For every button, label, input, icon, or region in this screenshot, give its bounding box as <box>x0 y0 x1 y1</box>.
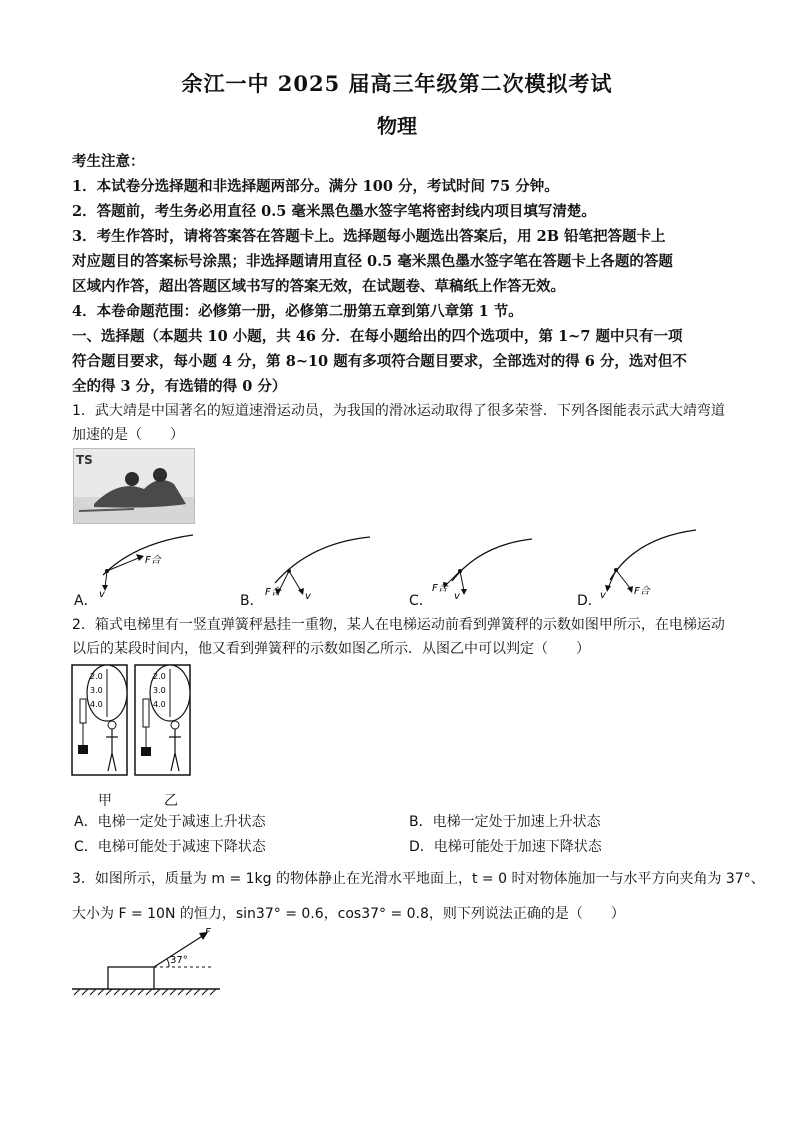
q2-option-b[interactable]: B．电梯一定处于加速上升状态 <box>409 814 601 830</box>
q1-figure-b <box>265 535 395 602</box>
notice-line: 对应题目的答案标号涂黑；非选择题请用直径 0.5 毫米黑色墨水签字笔在答题卡上各题的答题 <box>72 253 673 270</box>
q1-figure-d <box>600 530 730 601</box>
question-1-text: 1．武大靖是中国著名的短道速滑运动员，为我国的滑冰运动取得了很多荣誉．下列各图能表示武大靖弯道 <box>72 403 725 419</box>
exam-title: 余江一中 2025 届高三年级第二次模拟考试 <box>181 71 613 96</box>
q1-figure-c <box>432 537 570 602</box>
scale-tick: 3.0 <box>90 686 103 695</box>
velocity-label: v <box>600 590 606 601</box>
notice-line: 4．本卷命题范围：必修第一册，必修第二册第五章到第八章第 1 节。 <box>72 303 523 320</box>
force-label: F合 <box>634 586 650 597</box>
photo-caption: TS <box>76 453 93 467</box>
spring-scale-figure-yi <box>135 663 195 778</box>
force-label: F合 <box>432 583 448 594</box>
spring-scale-figure-jia <box>72 663 132 778</box>
force-label: F <box>205 927 211 938</box>
scale-tick: 2.0 <box>90 672 103 681</box>
notice-line: 3．考生作答时，请将答案答在答题卡上。选择题每小题选出答案后，用 2B 铅笔把答题卡上 <box>72 228 666 245</box>
question-3-text: 3．如图所示，质量为 m = 1kg 的物体静止在光滑水平地面上，t = 0 时对物体施加一与水平方向夹角为 37°、 <box>72 871 765 887</box>
section-instructions: 全的得 3 分，有选错的得 0 分） <box>72 378 287 395</box>
velocity-label: v <box>99 589 105 600</box>
q1-option-d[interactable]: D． <box>577 593 602 609</box>
scale-tick: 4.0 <box>90 700 103 709</box>
notice-line: 区域内作答，超出答题区域书写的答案无效，在试题卷、草稿纸上作答无效。 <box>72 278 565 295</box>
question-3-text: 大小为 F = 10N 的恒力，sin37° = 0.6，cos37° = 0.8，则下列说法正确的是（ ） <box>72 906 625 922</box>
q2-option-a[interactable]: A．电梯一定处于减速上升状态 <box>74 814 266 830</box>
notice-line: 1．本试卷分选择题和非选择题两部分。满分 100 分，考试时间 75 分钟。 <box>72 178 559 195</box>
q2-option-d[interactable]: D．电梯可能处于加速下降状态 <box>409 839 602 855</box>
exam-subject: 物理 <box>377 114 417 138</box>
question-2-text: 以后的某段时间内，他又看到弹簧秤的示数如图乙所示．从图乙中可以判定（ ） <box>72 641 590 657</box>
velocity-label: v <box>305 591 311 602</box>
angle-label: 37° <box>170 955 188 966</box>
figure-label-jia: 甲 <box>98 793 112 809</box>
force-label: F合 <box>265 587 281 598</box>
skater-photo <box>73 448 195 524</box>
velocity-label: v <box>454 591 460 602</box>
scale-tick: 2.0 <box>153 672 166 681</box>
section-instructions: 符合题目要求，每小题 4 分，第 8~10 题有多项符合题目要求，全部选对的得 6 分，选对但不 <box>72 353 687 370</box>
section-instructions: 一、选择题（本题共 10 小题，共 46 分．在每小题给出的四个选项中，第 1~7 题中只有一项 <box>72 328 683 345</box>
force-label: F合 <box>145 555 161 566</box>
q1-option-a[interactable]: A． <box>74 593 98 609</box>
q3-force-diagram <box>72 925 232 1000</box>
skater-illustration <box>74 449 194 523</box>
scale-tick: 3.0 <box>153 686 166 695</box>
notice-heading: 考生注意： <box>72 153 145 170</box>
scale-tick: 4.0 <box>153 700 166 709</box>
q1-option-c[interactable]: C． <box>409 593 433 609</box>
question-2-text: 2．箱式电梯里有一竖直弹簧秤悬挂一重物，某人在电梯运动前看到弹簧秤的示数如图甲所示，在电梯运动 <box>72 617 725 633</box>
q1-figure-a <box>95 533 225 600</box>
notice-line: 2．答题前，考生务必用直径 0.5 毫米黑色墨水签字笔将密封线内项目填写清楚。 <box>72 203 596 220</box>
question-1-text: 加速的是（ ） <box>72 427 184 443</box>
q1-option-b[interactable]: B． <box>240 593 264 609</box>
figure-label-yi: 乙 <box>164 793 178 809</box>
q2-option-c[interactable]: C．电梯可能处于减速下降状态 <box>74 839 266 855</box>
